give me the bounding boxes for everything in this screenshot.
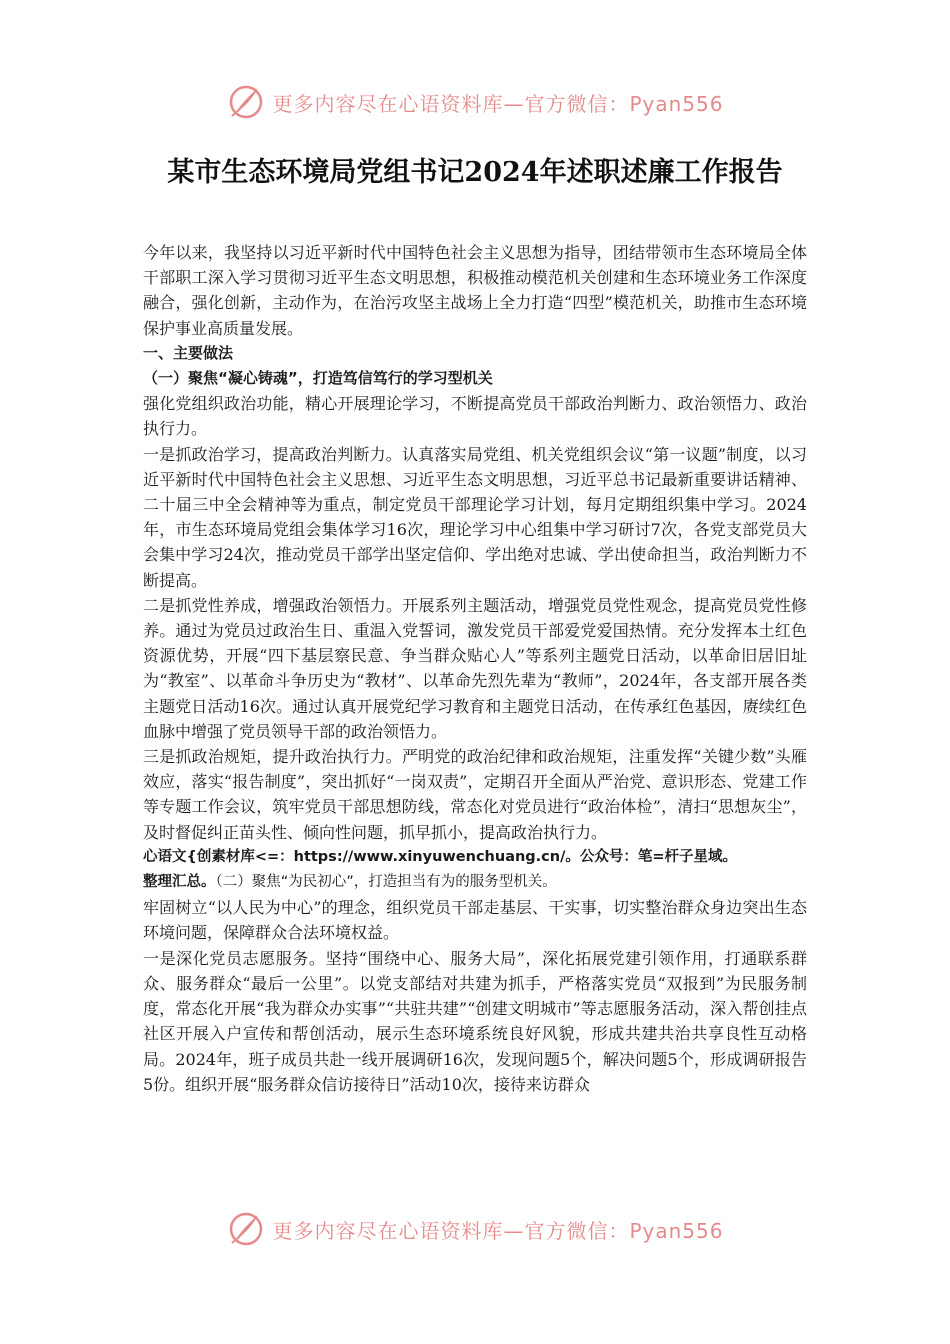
paragraph: 二是抓党性养成，增强政治领悟力。开展系列主题活动，增强党员党性观念，提高党员党性修养。通过为党员过政治生日、重温入党誓词，激发党员干部爱党爱国热情。充分发挥本土红色资源优势，开展“四下基层察民意、争当群众贴心人”等系列主题党日活动，以革命旧居旧址为“教室”、以革命斗争历史为“教材”、以革命先烈先辈为“教师”，2024年，各支部开展各类主题党日活动16次。通过认真开展党纪学习教育和主题党日活动，在传承红色基因，赓续红色血脉中增强了党员领导干部的政治领悟力。: [143, 595, 807, 741]
watermark-text: 更多内容尽在心语资料库—官方微信：Pyan556: [272, 1218, 724, 1243]
paragraph: 一是抓政治学习，提高政治判断力。认真落实局党组、机关党组织会议“第一议题”制度，以习近平新时代中国特色社会主义思想、习近平生态文明思想，习近平总书记最新重要讲话精神、二十届三中全会精神等为重点，制定党员干部理论学习计划，每月定期组织集中学习。2024年，市生态环境局党组会集体学习16次，理论学习中心组集中学习研讨7次，各党支部党员大会集中学习24次，推动党员干部学出坚定信仰、学出绝对忠诚、学出使命担当，政治判断力不断提高。: [143, 444, 807, 590]
subsection-heading: （二）聚焦“为民初心”，打造担当有为的服务型机关。: [215, 874, 557, 891]
subsection-heading-line: [143, 870, 807, 895]
quill-pen-seal-icon: [226, 1209, 266, 1249]
paragraph: 一是深化党员志愿服务。坚持“围绕中心、服务大局”，深化拓展党建引领作用，打通联系群众、服务群众“最后一公里”。以党支部结对共建为抓手，严格落实党员“双报到”为民服务制度，常态化开展“我为群众办实事”“共驻共建”“创建文明城市”等志愿服务活动，深入帮创挂点社区开展入户宣传和帮创活动，展示生态环境系统良好风貌，形成共建共治共享良性互动格局。2024年，班子成员共赴一线开展调研16次，发现问题5个，解决问题5个，形成调研报告5份。组织开展“服务群众信访接待日”活动10次，接待来访群众: [143, 948, 807, 1094]
intro-paragraph: 今年以来，我坚持以习近平新时代中国特色社会主义思想为指导，团结带领市生态环境局全体干部职工深入学习贯彻习近平生态文明思想，积极推动模范机关创建和生态环境业务工作深度融合，强化创新，主动作为，在治污攻坚主战场上全力打造“四型”模范机关，助推市生态环境保护事业高质量发展。: [143, 243, 807, 338]
subsection-heading: （一）聚焦“凝心铸魂”，打造笃信笃行的学习型机关: [143, 369, 493, 388]
quill-pen-seal-icon: [226, 82, 266, 122]
source-note: [143, 845, 807, 870]
header-watermark-banner: [0, 82, 950, 122]
paragraph: 强化党组织政治功能，精心开展理论学习，不断提高党员干部政治判断力、政治领悟力、政治执行力。: [143, 394, 807, 439]
section-heading: 一、主要做法: [143, 343, 234, 362]
paragraph: 牢固树立“以人民为中心”的理念，组织党员干部走基层、干实事，切实整治群众身边突出生态环境问题，保障群众合法环境权益。: [143, 898, 807, 943]
document-body: [143, 240, 807, 1097]
document-title: 某市生态环境局党组书记2024年述职述廉工作报告: [167, 157, 783, 188]
footer-watermark-banner: [0, 1209, 950, 1249]
source-note-suffix: 整理汇总。: [143, 874, 216, 891]
source-note-line: 心语文{创素材库<=：https://www.xinyuwenchuang.cn/。公众号：笔=杆子星域。: [143, 848, 738, 865]
watermark-text: 更多内容尽在心语资料库—官方微信：Pyan556: [272, 91, 724, 116]
paragraph: 三是抓政治规矩，提升政治执行力。严明党的政治纪律和政治规矩，注重发挥“关键少数”头雁效应，落实“报告制度”，突出抓好“一岗双责”，定期召开全面从严治党、意识形态、党建工作等专题工作会议，筑牢党员干部思想防线，常态化对党员进行“政治体检”，清扫“思想灰尘”，及时督促纠正苗头性、倾向性问题，抓早抓小，提高政治执行力。: [143, 747, 807, 842]
